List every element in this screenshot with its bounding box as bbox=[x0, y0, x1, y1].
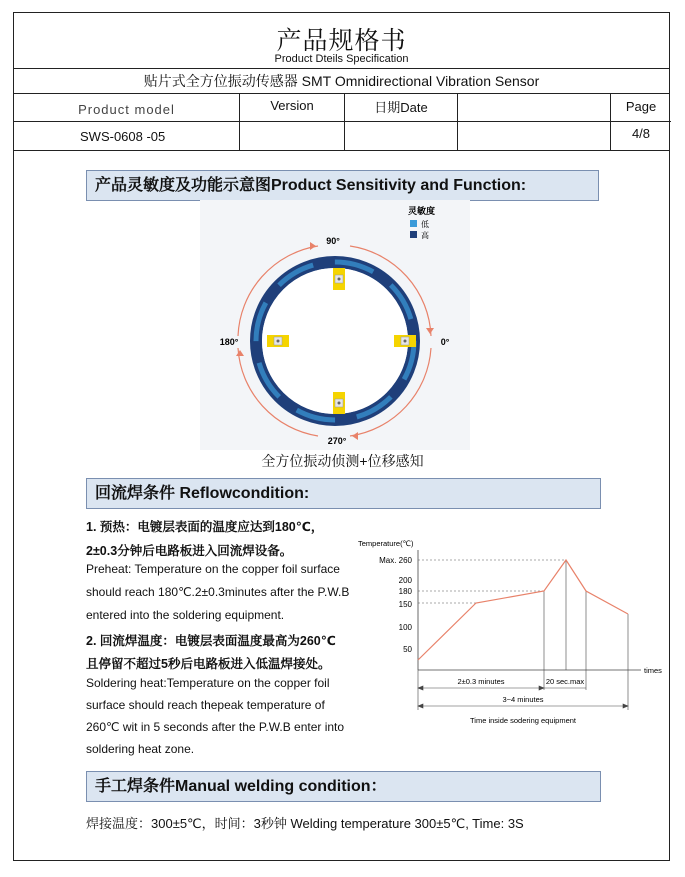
page-label: Page bbox=[611, 94, 671, 122]
step1-en-line3: entered into the soldering equipment. bbox=[86, 608, 285, 622]
date-value-cell-2 bbox=[345, 122, 458, 150]
tick-150: 150 bbox=[398, 600, 412, 609]
manual-heading: 手工焊条件Manual welding condition： bbox=[86, 771, 601, 802]
step1-en-line2: should reach 180℃.2±0.3minutes after the P.W.B bbox=[86, 585, 350, 599]
step2-en-line1: Soldering heat:Temperature on the copper foil bbox=[86, 676, 330, 690]
angle-90: 90° bbox=[326, 236, 340, 246]
header-title-block bbox=[14, 13, 669, 69]
tick-200: 200 bbox=[398, 576, 412, 585]
version-value-cell bbox=[240, 122, 345, 150]
reflow-profile-chart bbox=[356, 532, 668, 732]
legend-low-swatch bbox=[410, 220, 417, 227]
version-label: Version bbox=[240, 94, 345, 122]
product-model-label: Product model bbox=[14, 94, 240, 122]
sensitivity-diagram bbox=[200, 200, 470, 450]
product-model-value: SWS-0608 -05 bbox=[14, 122, 240, 150]
blank-cell bbox=[458, 122, 611, 150]
tick-180: 180 bbox=[398, 587, 412, 596]
chart-ylabel: Temperature(℃) bbox=[358, 539, 414, 548]
header-subtitle: 贴片式全方位振动传感器 SMT Omnidirectional Vibration Sensor bbox=[14, 69, 669, 94]
tick-50: 50 bbox=[403, 645, 412, 654]
sensor-top bbox=[333, 268, 345, 290]
legend-high: 高 bbox=[421, 231, 429, 240]
tick-260: Max. 260 bbox=[379, 556, 412, 565]
info-grid bbox=[14, 94, 669, 151]
y-ticks bbox=[379, 556, 412, 654]
ann-total: 3~4 minutes bbox=[502, 695, 544, 704]
step2-en-line4: soldering heat zone. bbox=[86, 742, 195, 756]
legend-low: 低 bbox=[421, 220, 429, 229]
legend-high-swatch bbox=[410, 231, 417, 238]
step2-en-line3: 260℃ wit in 5 seconds after the P.W.B enter into bbox=[86, 720, 345, 734]
vertical-markers bbox=[418, 560, 628, 710]
angle-270: 270° bbox=[327, 436, 347, 446]
title-zh: 产品规格书 bbox=[276, 26, 407, 55]
tick-100: 100 bbox=[398, 623, 412, 632]
sensor-bottom bbox=[333, 392, 345, 414]
ann-preheat: 2±0.3 minutes bbox=[457, 677, 505, 686]
angle-180: 180° bbox=[219, 337, 239, 347]
sensor-left bbox=[267, 335, 289, 347]
step1-zh-line1: 1. 预热：电镀层表面的温度应达到180℃， bbox=[86, 520, 324, 534]
step2-zh-line2: 且停留不超过5秒后电路板进入低温焊接处。 bbox=[86, 657, 331, 671]
angle-0: 0° bbox=[440, 337, 450, 347]
title-en: Product Dteils Specification bbox=[274, 53, 409, 65]
date-value-cell bbox=[458, 94, 611, 122]
sensitivity-heading: 产品灵敏度及功能示意图Product Sensitivity and Function: bbox=[86, 170, 599, 201]
step1-en-line1: Preheat: Temperature on the copper foil surface bbox=[86, 562, 340, 576]
page-value: 4/8 bbox=[631, 126, 651, 141]
legend-title: 灵敏度 bbox=[408, 206, 436, 216]
step2-zh-line1: 2. 回流焊温度：电镀层表面温度最高为260℃ bbox=[86, 634, 336, 648]
sensor-right bbox=[394, 335, 416, 347]
chart-xlabel: times bbox=[644, 666, 662, 675]
temperature-profile-line bbox=[418, 560, 628, 660]
date-label: 日期Date bbox=[345, 94, 458, 122]
reflow-heading: 回流焊条件 Reflowcondition: bbox=[86, 478, 601, 509]
chart-footer: Time inside sodering equipment bbox=[469, 716, 577, 725]
step2-en-line2: surface should reach thepeak temperature of bbox=[86, 698, 325, 712]
diagram-caption: 全方位振动侦测+位移感知 bbox=[261, 453, 424, 469]
ann-peak: 20 sec.max bbox=[545, 677, 585, 686]
step1-zh-line2: 2±0.3分钟后电路板进入回流焊设备。 bbox=[86, 544, 293, 558]
manual-text: 焊接温度：300±5℃，时间：3秒钟 Welding temperature 300±5℃, Time: 3S bbox=[86, 816, 524, 831]
